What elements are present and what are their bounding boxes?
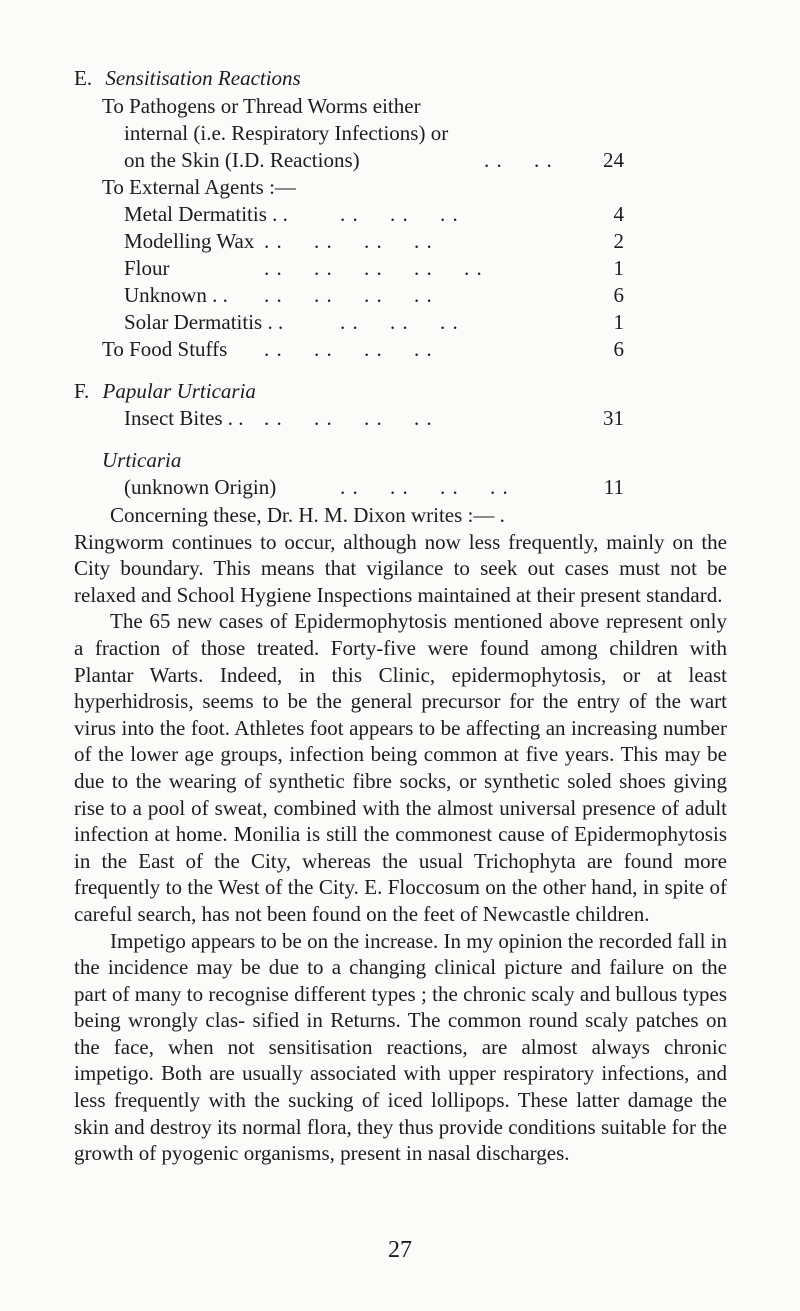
dot-leader: . . . .	[484, 148, 553, 172]
paragraph: Impetigo appears to be on the increase. In my opinion the recorded fall in the incidence may be due to a changing clinical picture and failure on the part of many to recognise different types ; the chronic scaly and bullous types being wrongly clas- sified in Returns. The common round scaly patches on the face, when not sensitisation reactions, are almost always chronic impetigo. Both are usually associated with upper respiratory infections, and less frequently with the sucking of iced lollipops. These latter damage the skin and destroy its normal flora, they thus provide conditions suitable for the growth of pyogenic organisms, present in nasal discharges.	[74, 928, 727, 1166]
dot-leader: . . . . . . . .	[340, 475, 509, 499]
section-e-label: E.	[74, 66, 93, 90]
pathogens-line-3: on the Skin (I.D. Reactions)	[124, 148, 360, 172]
dot-leader: . . . . . . . . . .	[264, 256, 483, 280]
section-f-label: F.	[74, 379, 90, 403]
dot-leader: . . . . . .	[340, 310, 459, 334]
section-e-heading	[74, 66, 301, 90]
body-text	[74, 502, 727, 1167]
item-count: 2	[613, 229, 624, 253]
paragraph: Concerning these, Dr. H. M. Dixon writes :— .	[110, 503, 505, 527]
dot-leader: . . . . . . . .	[264, 337, 433, 361]
item-label: Metal Dermatitis . .	[124, 202, 288, 226]
urticaria-title: Urticaria	[102, 448, 182, 472]
item-label: Unknown . .	[124, 283, 228, 307]
pathogens-line-2: internal (i.e. Respiratory Infections) or	[124, 121, 449, 145]
paragraph: The 65 new cases of Epidermophytosis mentioned above represent only a fraction of those treated. Forty-five were found among children with Plantar Warts. Indeed, in this Clinic, epidermophytosis, or at least hyperhidrosis, seems to be the general precursor for the entry of the wart virus into the foot. Athletes foot appears to be affecting an increasing number of the lower age groups, infection being common at five years. This may be due to the wearing of synthetic fibre socks, or synthetic soled shoes giving rise to a pool of sweat, combined with the almost universal presence of adult infection at home. Monilia is still the commonest cause of Epidermophytosis in the East of the City, whereas the usual Trichophyta are found more frequently to the West of the City. E. Floccosum on the other hand, in spite of careful search, has not been found on the feet of Newcastle children.	[74, 609, 727, 926]
unknown-origin-label: (unknown Origin)	[124, 475, 277, 499]
item-count: 1	[613, 256, 624, 280]
page-number: 27	[388, 1237, 412, 1263]
unknown-origin-count: 11	[603, 475, 624, 499]
item-count: 6	[613, 283, 624, 307]
item-label: To Food Stuffs	[102, 337, 228, 361]
dot-leader: . . . . . .	[340, 202, 459, 226]
dot-leader: . . . . . . . .	[264, 283, 433, 307]
paragraph: Ringworm continues to occur, although now less frequently, mainly on the City boundary. This means that vigilance to seek out cases must not be relaxed and School Hygiene Inspections maintained at their present standard.	[74, 529, 727, 607]
item-count: 4	[613, 202, 624, 226]
item-label: Solar Dermatitis . .	[124, 310, 284, 334]
section-f-title: Papular Urticaria	[102, 379, 256, 403]
insect-bites-count: 31	[603, 406, 624, 430]
pathogens-count: 24	[603, 148, 624, 172]
dot-leader: . . . . . . . .	[264, 229, 433, 253]
item-count: 1	[613, 310, 624, 334]
pathogens-line-1: To Pathogens or Thread Worms either	[102, 94, 421, 118]
section-e-title: Sensitisation Reactions	[105, 66, 301, 90]
dot-leader: . . . . . . . .	[264, 406, 433, 430]
external-agents-heading: To External Agents :—	[102, 175, 296, 199]
item-label: Modelling Wax	[124, 229, 255, 253]
section-f-heading	[74, 379, 256, 403]
item-count: 6	[613, 337, 624, 361]
insect-bites-label: Insect Bites . .	[124, 406, 244, 430]
item-label: Flour	[124, 256, 170, 280]
